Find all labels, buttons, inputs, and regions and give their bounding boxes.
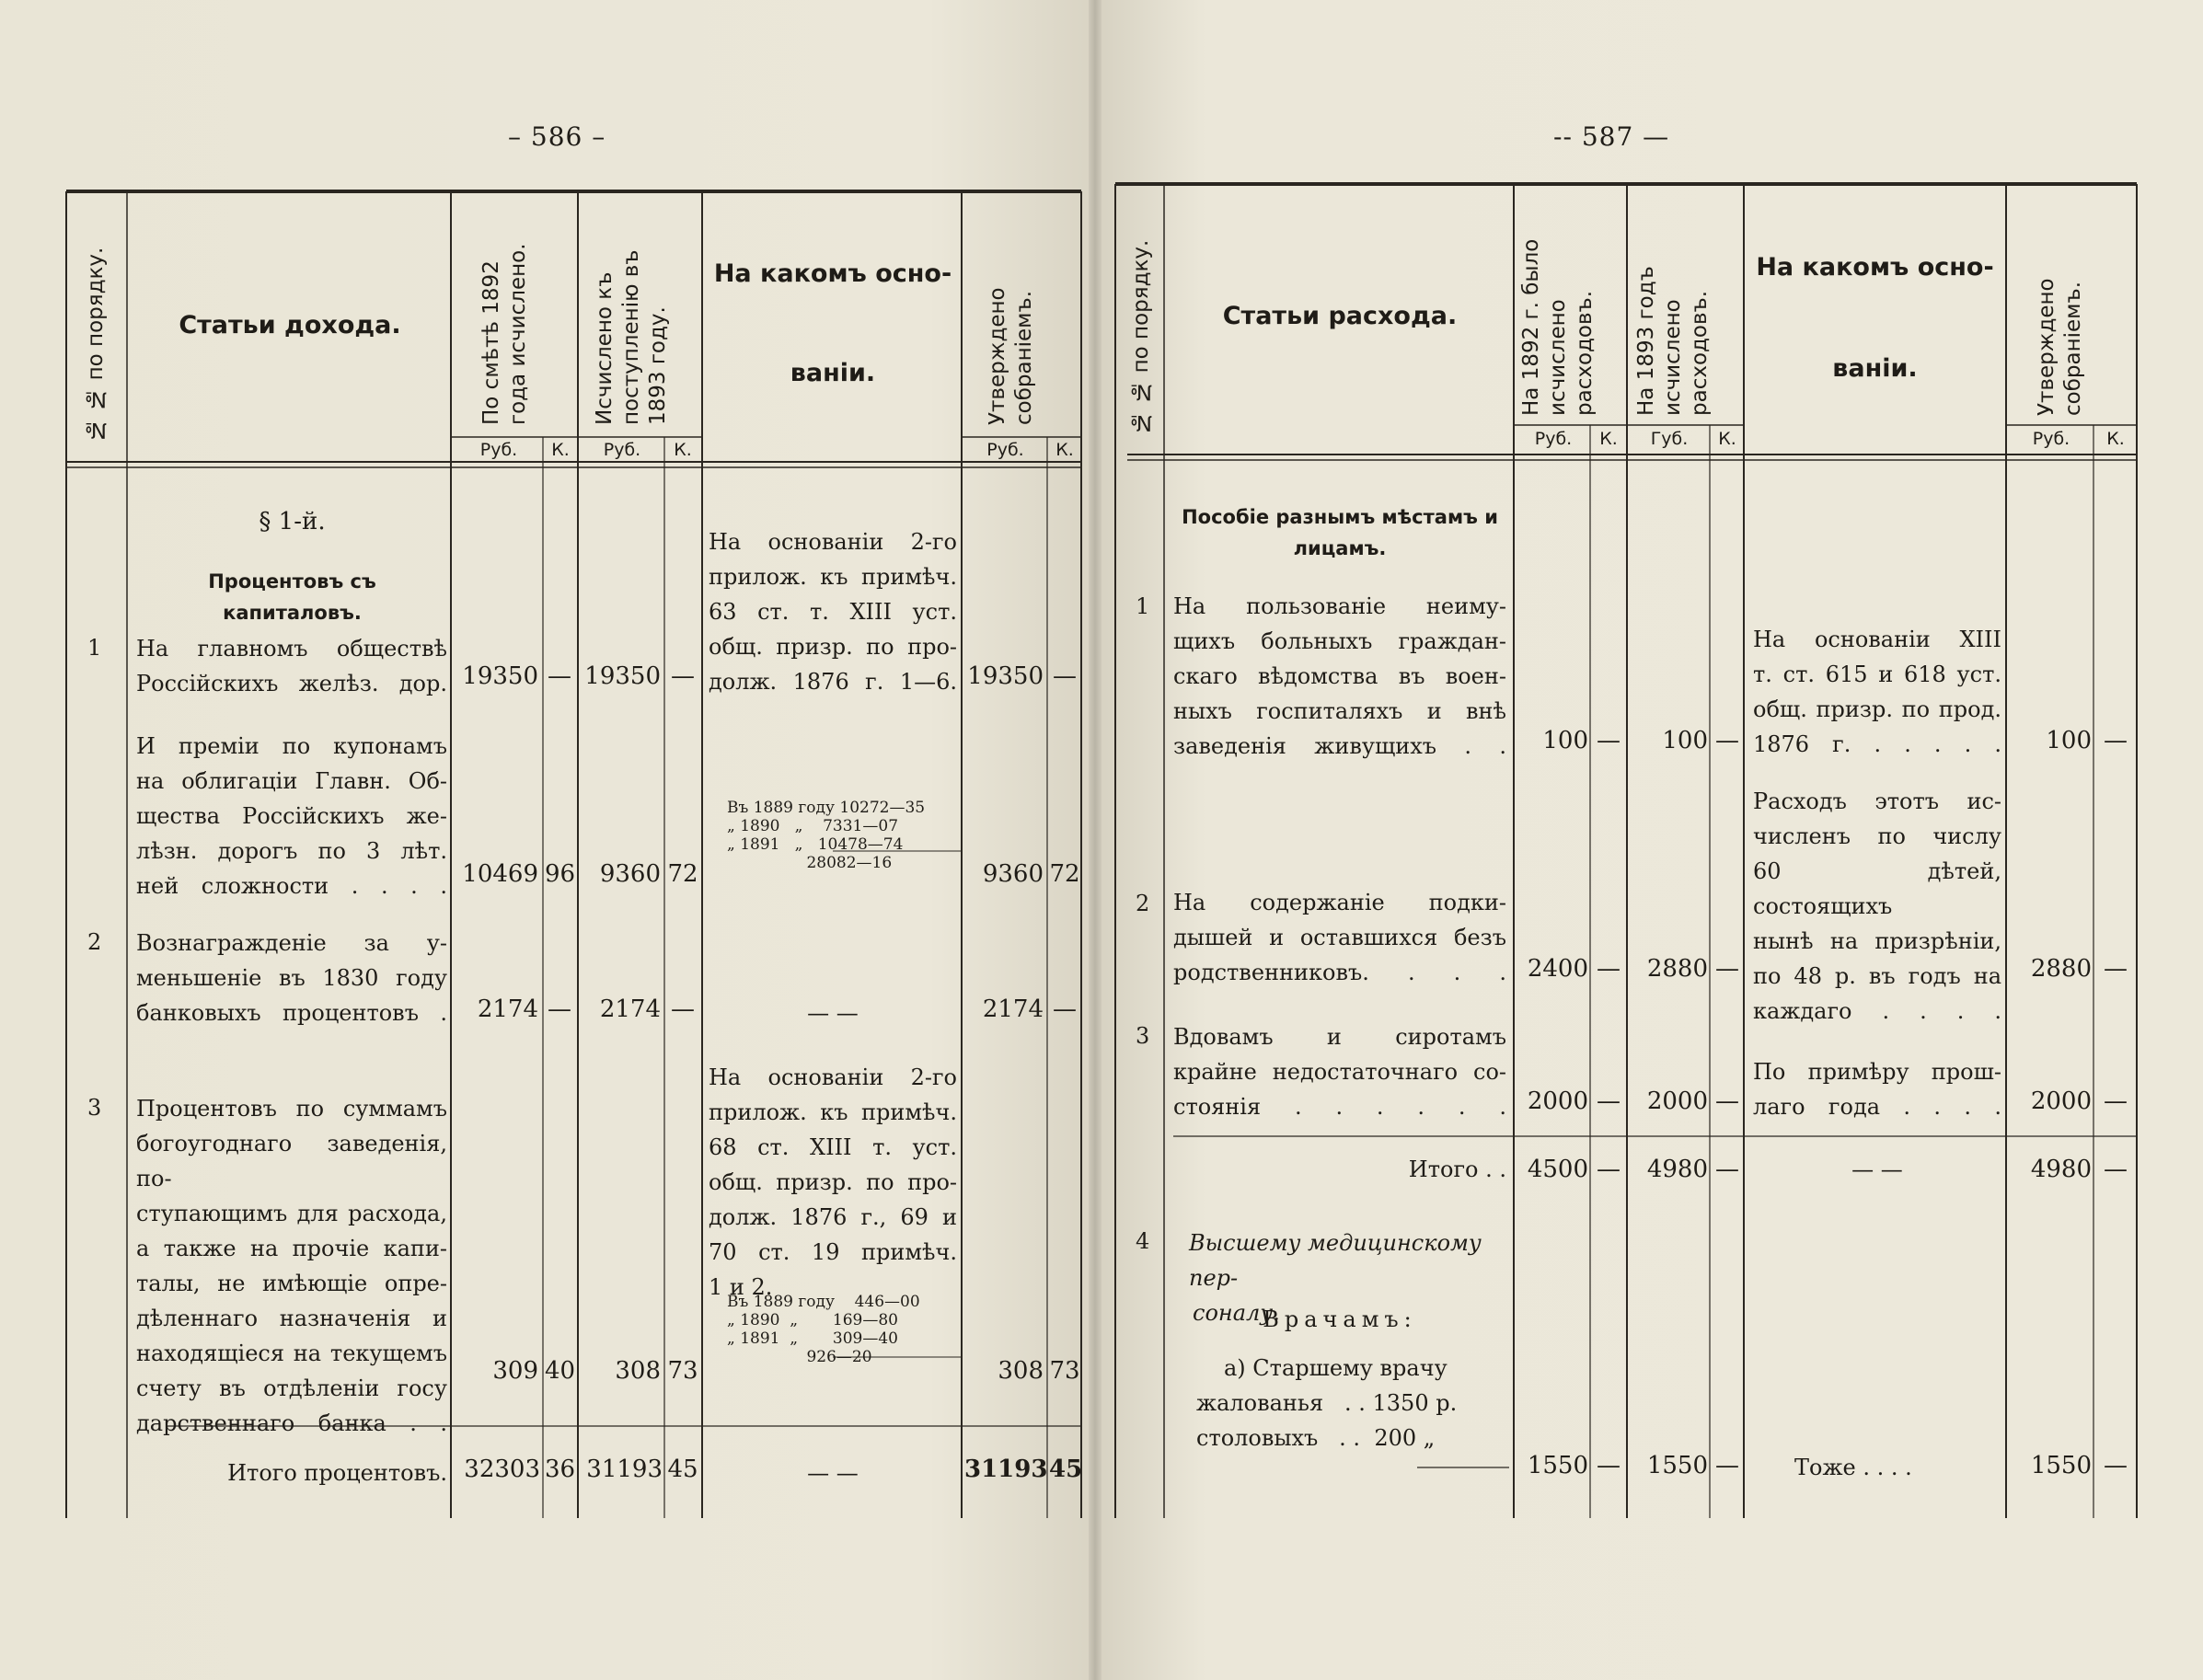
approved-kop: — bbox=[1053, 995, 1077, 1023]
header-kop: К. bbox=[1055, 440, 1074, 460]
value-1893-kop: 72 bbox=[667, 860, 698, 888]
total-label: Итого процентовъ. bbox=[227, 1460, 447, 1486]
header-col-basis-1: На какомъ осно- bbox=[713, 259, 952, 288]
section-title: § 1-й. bbox=[259, 508, 326, 535]
value-1893-rub: 308 bbox=[615, 1357, 661, 1385]
row-number: 4 bbox=[1136, 1228, 1150, 1254]
header-col-number: № № по порядку. bbox=[1129, 239, 1153, 434]
value-1892-kop: — bbox=[1597, 727, 1621, 754]
value-1893-rub: 2174 bbox=[599, 995, 661, 1023]
value-1893-rub: 2000 bbox=[1646, 1087, 1708, 1115]
basis-text: Тоже . . . . bbox=[1794, 1455, 1912, 1480]
header-col-1892: На 1892 г. было исчислено расходовъ. bbox=[1519, 238, 1597, 416]
row-number: 1 bbox=[1136, 593, 1150, 619]
header-rub: Руб. bbox=[603, 440, 641, 460]
row-text: На содержаніе подки- дышей и оставшихся безъ родственниковъ. . . . bbox=[1173, 890, 1506, 985]
basis-text: На основаніи 2-го прилож. къ примѣч. 63 ст. т. XIII уст. общ. призр. по про- долж. 1876 г. 1—6. bbox=[709, 529, 957, 695]
value-1893-rub: 1550 bbox=[1646, 1452, 1708, 1479]
row-number: 3 bbox=[1136, 1023, 1150, 1049]
header-col-item: Статьи расхода. bbox=[1222, 302, 1458, 330]
basis-text: — — bbox=[807, 1000, 859, 1026]
header-kop: К. bbox=[1599, 429, 1618, 449]
header-rub: Руб. bbox=[986, 440, 1024, 460]
row-text: Процентовъ по суммамъ богоугоднаго заведенія, по- ступающимъ для расхода, а также на прочіе капи- талы, не имѣющіе опре- дѣленнаго назначенія и находящіеся на текущемъ счету въ отдѣленіи госу дарственнаго банка . . bbox=[136, 1096, 447, 1436]
approved-kop: 73 bbox=[1049, 1357, 1080, 1385]
subtotal-approved-kop: — bbox=[2104, 1156, 2128, 1183]
value-1893-kop: — bbox=[1715, 1087, 1739, 1115]
basis-text: На основаніи XIII т. ст. 615 и 618 уст. общ. призр. по прод. 1876 г. . . . . . bbox=[1753, 627, 2001, 757]
value-1893-kop: 73 bbox=[667, 1357, 698, 1385]
value-1893-kop: — bbox=[1715, 727, 1739, 754]
total-approved-rub: 31193 bbox=[964, 1456, 1048, 1483]
value-1892-rub: 309 bbox=[492, 1357, 538, 1385]
row-text: На пользованіе неиму- щихъ больныхъ граждан- скаго вѣдомства въ воен- ныхъ госпиталяхъ и внѣ заведенія живущихъ . . bbox=[1173, 593, 1506, 759]
total-1893-kop: 45 bbox=[667, 1456, 698, 1483]
header-col-basis-2: ваніи. bbox=[1832, 354, 1918, 383]
value-1892-rub: 10469 bbox=[462, 860, 538, 888]
row-text: Вдовамъ и сиротамъ крайне недостаточнаго со- стоянія . . . . . . bbox=[1173, 1024, 1506, 1120]
subtotal-1892-kop: — bbox=[1597, 1156, 1621, 1183]
approved-rub: 9360 bbox=[982, 860, 1044, 888]
value-1892-kop: — bbox=[1597, 1087, 1621, 1115]
approved-rub: 1550 bbox=[2030, 1452, 2092, 1479]
basis-text: На основаніи 2-го прилож. къ примѣч. 68 ст. XIII т. уст. общ. призр. по про- долж. 1876 г., 69 и 70 ст. 19 примѣч. 1 и 2. bbox=[709, 1064, 957, 1300]
header-col-1893: Исчислено къ поступленію въ 1893 году. bbox=[593, 249, 670, 425]
subtotal-label: Итого . . bbox=[1408, 1156, 1506, 1182]
value-1892-kop: — bbox=[1597, 1452, 1621, 1479]
doctors-heading: Врачамъ: bbox=[1263, 1306, 1417, 1332]
header-kop: К. bbox=[551, 440, 570, 460]
row-text: На главномъ обществѣ Россійскихъ желѣз. дор. bbox=[136, 636, 447, 696]
approved-kop: 72 bbox=[1049, 860, 1080, 888]
header-gub: Губ. bbox=[1650, 429, 1689, 449]
approved-rub: 2174 bbox=[982, 995, 1044, 1023]
header-col-item: Статьи дохода. bbox=[179, 311, 401, 339]
row-number: 2 bbox=[1136, 891, 1150, 916]
header-col-basis-1: На какомъ осно- bbox=[1756, 253, 1994, 282]
basis-text: По примѣру прош- лаго года . . . . bbox=[1753, 1059, 2001, 1120]
row-number: 2 bbox=[87, 929, 102, 955]
header-rub: Руб. bbox=[1534, 429, 1573, 449]
value-1892-rub: 1550 bbox=[1527, 1452, 1588, 1479]
value-1893-kop: — bbox=[671, 662, 695, 690]
header-col-approved: Утверждено собраніемъ. bbox=[986, 287, 1036, 425]
approved-kop: — bbox=[1053, 662, 1077, 690]
subtotal-1893-kop: — bbox=[1715, 1156, 1739, 1183]
value-1892-rub: 100 bbox=[1542, 727, 1588, 754]
salary-lines: а) Старшему врачу жалованья . . 1350 р. столовыхъ . . 200 „ bbox=[1196, 1355, 1458, 1451]
value-1892-kop: — bbox=[1597, 955, 1621, 983]
subtotal-1892-rub: 4500 bbox=[1527, 1156, 1588, 1183]
row-number: 1 bbox=[87, 635, 102, 661]
value-1893-kop: — bbox=[671, 995, 695, 1023]
total-1892-rub: 32303 bbox=[464, 1456, 540, 1483]
header-kop: К. bbox=[2106, 429, 2125, 449]
value-1893-kop: — bbox=[1715, 955, 1739, 983]
approved-rub: 308 bbox=[998, 1357, 1044, 1385]
basis-calculation: Въ 1889 году 446—00 „ 1890 „ 169—80 „ 1891 „ 309—40 926—20 bbox=[727, 1293, 920, 1366]
row-number: 3 bbox=[87, 1095, 102, 1121]
row-text: И преміи по купонамъ на облигаціи Главн. Об- щества Россійскихъ же- лѣзн. дорогъ по 3 лѣт. ней сложности . . . . bbox=[136, 733, 447, 899]
page-number: -- 587 — bbox=[1553, 121, 1670, 152]
approved-kop: — bbox=[2104, 727, 2128, 754]
value-1893-kop: — bbox=[1715, 1452, 1739, 1479]
header-col-approved: Утверждено собраніемъ. bbox=[2035, 278, 2085, 416]
value-1892-rub: 19350 bbox=[462, 662, 538, 690]
header-col-number: № № по порядку. bbox=[84, 247, 108, 442]
header-col-1892: По смѣтѣ 1892 года исчислено. bbox=[479, 243, 530, 425]
value-1893-rub: 9360 bbox=[599, 860, 661, 888]
approved-kop: — bbox=[2104, 1452, 2128, 1479]
basis-calculation: Въ 1889 году 10272—35 „ 1890 „ 7331—07 „ 1891 „ 10478—74 28082—16 bbox=[727, 799, 926, 872]
page-number: – 586 – bbox=[508, 121, 606, 152]
basis-text: Расходъ этотъ ис- численъ по числу 60 дѣтей, состоящихъ нынѣ на призрѣніи, по 48 р. въ годъ на каждаго . . . . bbox=[1753, 788, 2001, 1024]
total-basis: — — bbox=[807, 1460, 859, 1486]
row-text: Вознагражденіе за у- меньшеніе въ 1830 году банковыхъ процентовъ . bbox=[136, 930, 447, 1026]
value-1892-rub: 2400 bbox=[1527, 955, 1588, 983]
row-title: Высшему медицинскому пер- соналу. bbox=[1189, 1230, 1482, 1326]
subtotal-1893-rub: 4980 bbox=[1646, 1156, 1708, 1183]
value-1893-rub: 100 bbox=[1662, 727, 1708, 754]
value-1892-kop: 96 bbox=[545, 860, 576, 888]
header-rub: Руб. bbox=[479, 440, 518, 460]
value-1892-kop: 40 bbox=[545, 1357, 576, 1385]
total-1892-kop: 36 bbox=[545, 1456, 576, 1483]
total-1893-rub: 31193 bbox=[586, 1456, 663, 1483]
header-kop: К. bbox=[1718, 429, 1736, 449]
approved-kop: — bbox=[2104, 1087, 2128, 1115]
approved-rub: 2000 bbox=[2030, 1087, 2092, 1115]
approved-rub: 100 bbox=[2046, 727, 2092, 754]
subtotal-basis: — — bbox=[1851, 1156, 1903, 1182]
value-1892-rub: 2000 bbox=[1527, 1087, 1588, 1115]
approved-rub: 19350 bbox=[967, 662, 1044, 690]
subtotal-approved-rub: 4980 bbox=[2030, 1156, 2092, 1183]
total-approved-kop: 45 bbox=[1049, 1456, 1083, 1483]
approved-rub: 2880 bbox=[2030, 955, 2092, 983]
header-kop: К. bbox=[674, 440, 692, 460]
approved-kop: — bbox=[2104, 955, 2128, 983]
value-1893-rub: 2880 bbox=[1646, 955, 1708, 983]
value-1892-rub: 2174 bbox=[477, 995, 538, 1023]
value-1892-kop: — bbox=[548, 995, 571, 1023]
header-rub: Руб. bbox=[2032, 429, 2070, 449]
section-title: Пособіе разнымъ мѣстамъ и лицамъ. bbox=[1182, 506, 1498, 559]
header-col-1893: На 1893 годъ исчислено расходовъ. bbox=[1634, 266, 1712, 416]
section-subtitle: Процентовъ съ капиталовъ. bbox=[208, 570, 376, 624]
header-col-basis-2: ваніи. bbox=[790, 359, 876, 387]
value-1892-kop: — bbox=[548, 662, 571, 690]
value-1893-rub: 19350 bbox=[584, 662, 661, 690]
